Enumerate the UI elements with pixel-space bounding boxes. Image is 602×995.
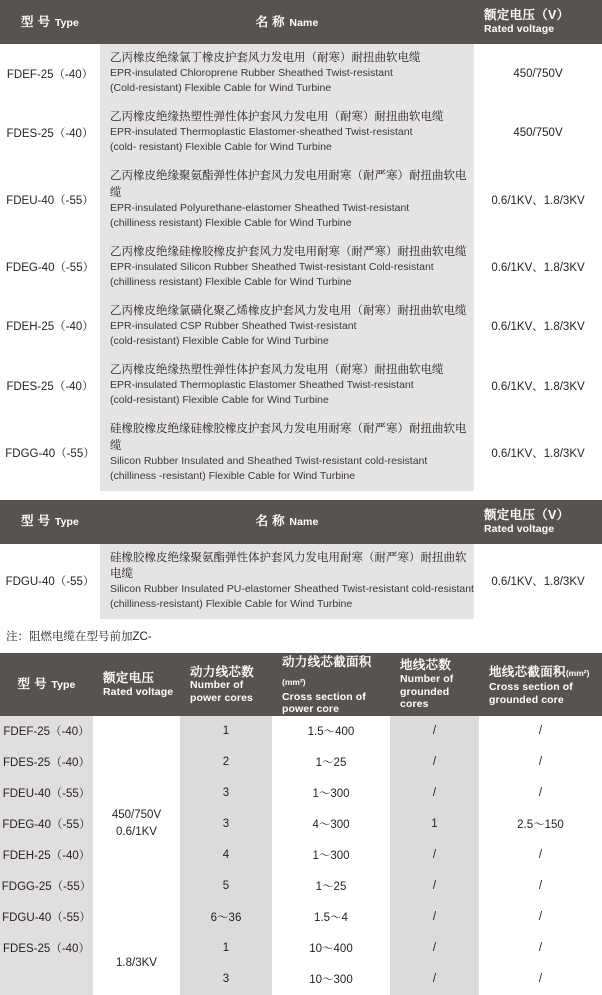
header-power-cores-en-2: power cores [190,691,253,704]
param-type: FDES-25（-40） [0,747,93,778]
header-voltage [474,0,602,44]
header-voltage-en: Rated voltage [484,522,555,535]
table-row [0,44,602,103]
param-power-cores: 1 [180,716,272,747]
param-power-cross-section: 1.5～400 [272,716,390,747]
row-type: FDEF-25（-40） [0,44,100,103]
header-grounded-cores-cn: 地线芯数 [400,658,452,673]
row-name-cn: 乙丙橡皮绝缘聚氨酯弹性体护套风力发电用耐寒（耐严寒）耐扭曲软电缆 [110,170,467,199]
table-row [0,716,602,746]
header-name [100,500,474,544]
param-power-cross-section: 4～300 [272,809,390,840]
row-name [100,544,474,619]
param-power-cores: 3 [180,809,272,840]
param-grounded-cross-section: / [479,840,602,871]
row-type: FDES-25（-40） [0,103,100,162]
table-gap-1 [0,491,602,500]
header-power-cores-en-1: Number of [190,679,244,692]
header-type-en: Type [54,516,79,529]
row-name-cn: 硅橡胶橡皮绝缘聚氨酯弹性体护套风力发电用耐寒（耐严寒）耐扭曲软电缆 [110,551,467,580]
header-type [0,653,93,716]
header-name-en: Name [289,16,319,29]
header-power-cross-section-unit: (mm²) [282,676,306,687]
header-grounded-cross-section-en-2: grounded core [489,693,564,706]
row-name-en-2: (chilliness-resistant) Flexible Cable for Wind Turbine [110,598,353,611]
param-type: FDEH-25（-40） [0,840,93,871]
header-power-cross-section-en-1: Cross section of [282,690,366,703]
param-voltage-line-1: 1.8/3KV [116,956,157,969]
row-voltage: 0.6/1KV、1.8/3KV [474,544,602,619]
param-power-cross-section: 1～300 [272,778,390,809]
param-grounded-cross-section: / [479,747,602,778]
row-name [100,103,474,162]
table-row [0,809,602,839]
row-name-en-1: Silicon Rubber Insulated PU-elastomer Sheathed Twist-resistant cold-resistant [110,583,474,596]
table-row [0,902,602,932]
table3-header-row [0,653,602,716]
row-name [100,238,474,297]
header-grounded-cross-section-cn: 地线芯截面积 [489,664,566,679]
header-name-en: Name [289,516,319,529]
header-grounded-cross-section-en-1: Cross section of [489,681,573,694]
note-text: 注：阻燃电缆在型号前加ZC- [6,631,152,644]
header-type-cn: 型 号 [21,14,51,29]
row-name-en-2: (chilliness -resistant) Flexible Cable for Wind Turbine [110,469,356,482]
header-power-cross-section [272,653,390,716]
param-grounded-cores: 1 [390,809,479,840]
param-grounded-cores: / [390,902,479,933]
row-name-en-1: EPR-insulated Silicon Rubber Sheathed Twist-resistant Cold-resistant [110,261,434,274]
param-power-cores: 3 [180,778,272,809]
param-power-cores: 5 [180,871,272,902]
header-grounded-cores-en-1: Number of [400,673,454,686]
param-grounded-cross-section: / [479,964,602,995]
table-row [0,871,602,901]
table1-header-row [0,0,602,44]
header-grounded-cross-section [479,653,602,716]
header-power-cores [180,653,272,716]
header-name-cn: 名 称 [255,14,285,29]
row-name-en-1: EPR-insulated Chloroprene Rubber Sheathed Twist-resistant [110,67,393,80]
row-voltage: 450/750V [474,103,602,162]
row-name-en-2: (Cold-resistant) Flexible Cable for Wind Turbine [110,82,332,95]
row-name [100,162,474,237]
param-type: FDGU-40（-55） [0,902,93,933]
param-grounded-cores: / [390,871,479,902]
header-power-cross-section-en-2: power core [282,703,340,716]
param-power-cross-section: 10～400 [272,933,390,964]
param-voltage-group-1 [93,716,180,933]
param-grounded-cross-section: / [479,933,602,964]
param-type: FDES-25（-40） [0,933,93,964]
param-voltage-group-2 [93,933,180,995]
header-power-cross-section-cn: 动力线芯截面积 [282,655,372,670]
row-type: FDES-25（-40） [0,356,100,415]
param-type: FDEG-40（-55） [0,809,93,840]
header-power-cores-cn: 动力线芯数 [190,664,255,679]
row-name-en-1: EPR-insulated Thermoplastic Elastomer-sheathed Twist-resistant [110,126,413,139]
cable-name-table-1 [0,0,602,491]
cable-parameters-table [0,653,602,995]
row-voltage: 0.6/1KV、1.8/3KV [474,415,602,490]
header-type [0,500,100,544]
row-name [100,356,474,415]
row-name-cn: 乙丙橡皮绝缘热塑性弹性体护套风力发电用（耐寒）耐扭曲软电缆 [110,364,444,377]
row-voltage: 450/750V [474,44,602,103]
row-name-cn: 乙丙橡皮绝缘氯磺化聚乙烯橡皮护套风力发电用（耐寒）耐扭曲软电缆 [110,304,467,317]
row-type: FDGG-40（-55） [0,415,100,490]
row-name-cn: 乙丙橡皮绝缘硅橡胶橡皮护套风力发电用耐寒（耐严寒）耐扭曲软电缆 [110,245,467,258]
row-name-en-2: (cold-resistant) Flexible Cable for Wind Turbine [110,394,329,407]
table-row [0,356,602,415]
param-power-cross-section: 1～25 [272,747,390,778]
param-grounded-cross-section: / [479,778,602,809]
param-grounded-cores: / [390,964,479,995]
row-type: FDEG-40（-55） [0,238,100,297]
param-grounded-cores: / [390,747,479,778]
table-row [0,238,602,297]
param-grounded-cores: / [390,840,479,871]
table-row [0,778,602,808]
header-name-cn: 名 称 [255,514,285,529]
param-power-cores: 4 [180,840,272,871]
table2-header-row [0,500,602,544]
row-voltage: 0.6/1KV、1.8/3KV [474,238,602,297]
row-name-cn: 硅橡胶橡皮绝缘硅橡胶橡皮护套风力发电用耐寒（耐严寒）耐扭曲软电缆 [110,423,467,452]
row-voltage: 0.6/1KV、1.8/3KV [474,297,602,356]
header-type-en: Type [51,678,76,691]
header-rated-voltage-en: Rated voltage [103,685,174,698]
row-type: FDEH-25（-40） [0,297,100,356]
param-power-cross-section: 1.5～4 [272,902,390,933]
table-row [0,297,602,356]
param-power-cores: 2 [180,747,272,778]
param-power-cross-section: 1～300 [272,840,390,871]
param-type: FDEF-25（-40） [0,716,93,747]
param-power-cross-section: 1～25 [272,871,390,902]
row-name-en-1: EPR-insulated Polyurethane-elastomer Sheathed Twist-resistant [110,201,410,214]
param-power-cores: 3 [180,964,272,995]
header-type-cn: 型 号 [21,514,51,529]
param-grounded-cores: / [390,778,479,809]
row-name-en-1: Silicon Rubber Insulated and Sheathed Twist-resistant cold-resistant [110,454,428,467]
row-type: FDEU-40（-55） [0,162,100,237]
row-name-en-2: (cold-resistant) Flexible Cable for Wind Turbine [110,335,329,348]
row-name-en-2: (cold- resistant) Flexible Cable for Wind Turbine [110,141,332,154]
row-voltage: 0.6/1KV、1.8/3KV [474,162,602,237]
table-row [0,544,602,619]
header-grounded-cores-en-2: grounded cores [400,685,450,710]
param-voltage-line-1: 450/750V [111,808,162,821]
header-name [100,0,474,44]
table-row [0,415,602,490]
param-grounded-cores: / [390,933,479,964]
table-row [0,964,602,994]
row-name-en-1: EPR-insulated Thermoplastic Elastomer Sheathed Twist-resistant [110,379,414,392]
param-power-cross-section: 10～300 [272,964,390,995]
row-name-en-2: (chilliness resistant) Flexible Cable for Wind Turbine [110,216,352,229]
header-rated-voltage-cn: 额定电压 [103,670,155,685]
header-grounded-cores [390,653,479,716]
param-power-cores: 1 [180,933,272,964]
row-name [100,44,474,103]
table-row [0,747,602,777]
param-grounded-cross-section: / [479,902,602,933]
cable-name-table-2 [0,500,602,619]
param-voltage-line-2: 0.6/1KV [116,826,157,839]
param-power-cores: 6～36 [180,902,272,933]
table-row [0,933,602,963]
header-voltage-en: Rated voltage [484,23,555,36]
param-type [0,964,93,995]
row-type: FDGU-40（-55） [0,544,100,619]
table-row [0,162,602,237]
param-grounded-cross-section: / [479,716,602,747]
header-voltage-cn: 额定电压（V） [484,8,570,23]
row-voltage: 0.6/1KV、1.8/3KV [474,356,602,415]
header-type [0,0,100,44]
param-grounded-cores: / [390,716,479,747]
row-name-cn: 乙丙橡皮绝缘氯丁橡皮护套风力发电用（耐寒）耐扭曲软电缆 [110,52,421,64]
header-type-en: Type [54,16,79,29]
row-name [100,297,474,356]
header-voltage [474,500,602,544]
table-row [0,103,602,162]
row-name-en-1: EPR-insulated CSP Rubber Sheathed Twist-resistant [110,320,357,333]
row-name-cn: 乙丙橡皮绝缘热塑性弹性体护套风力发电用（耐寒）耐扭曲软电缆 [110,111,444,124]
header-rated-voltage [93,653,180,716]
param-grounded-cross-section: / [479,871,602,902]
param-type: FDGG-25（-55） [0,871,93,902]
param-type: FDEU-40（-55） [0,778,93,809]
row-name [100,415,474,490]
header-type-cn: 型 号 [17,676,47,691]
row-name-en-2: (chilliness resistant) Flexible Cable for Wind Turbine [110,275,352,288]
header-grounded-cross-section-unit: (mm²) [565,667,590,678]
param-grounded-cross-section: 2.5～150 [479,809,602,840]
header-voltage-cn: 额定电压（V） [484,508,570,523]
table-row [0,840,602,870]
